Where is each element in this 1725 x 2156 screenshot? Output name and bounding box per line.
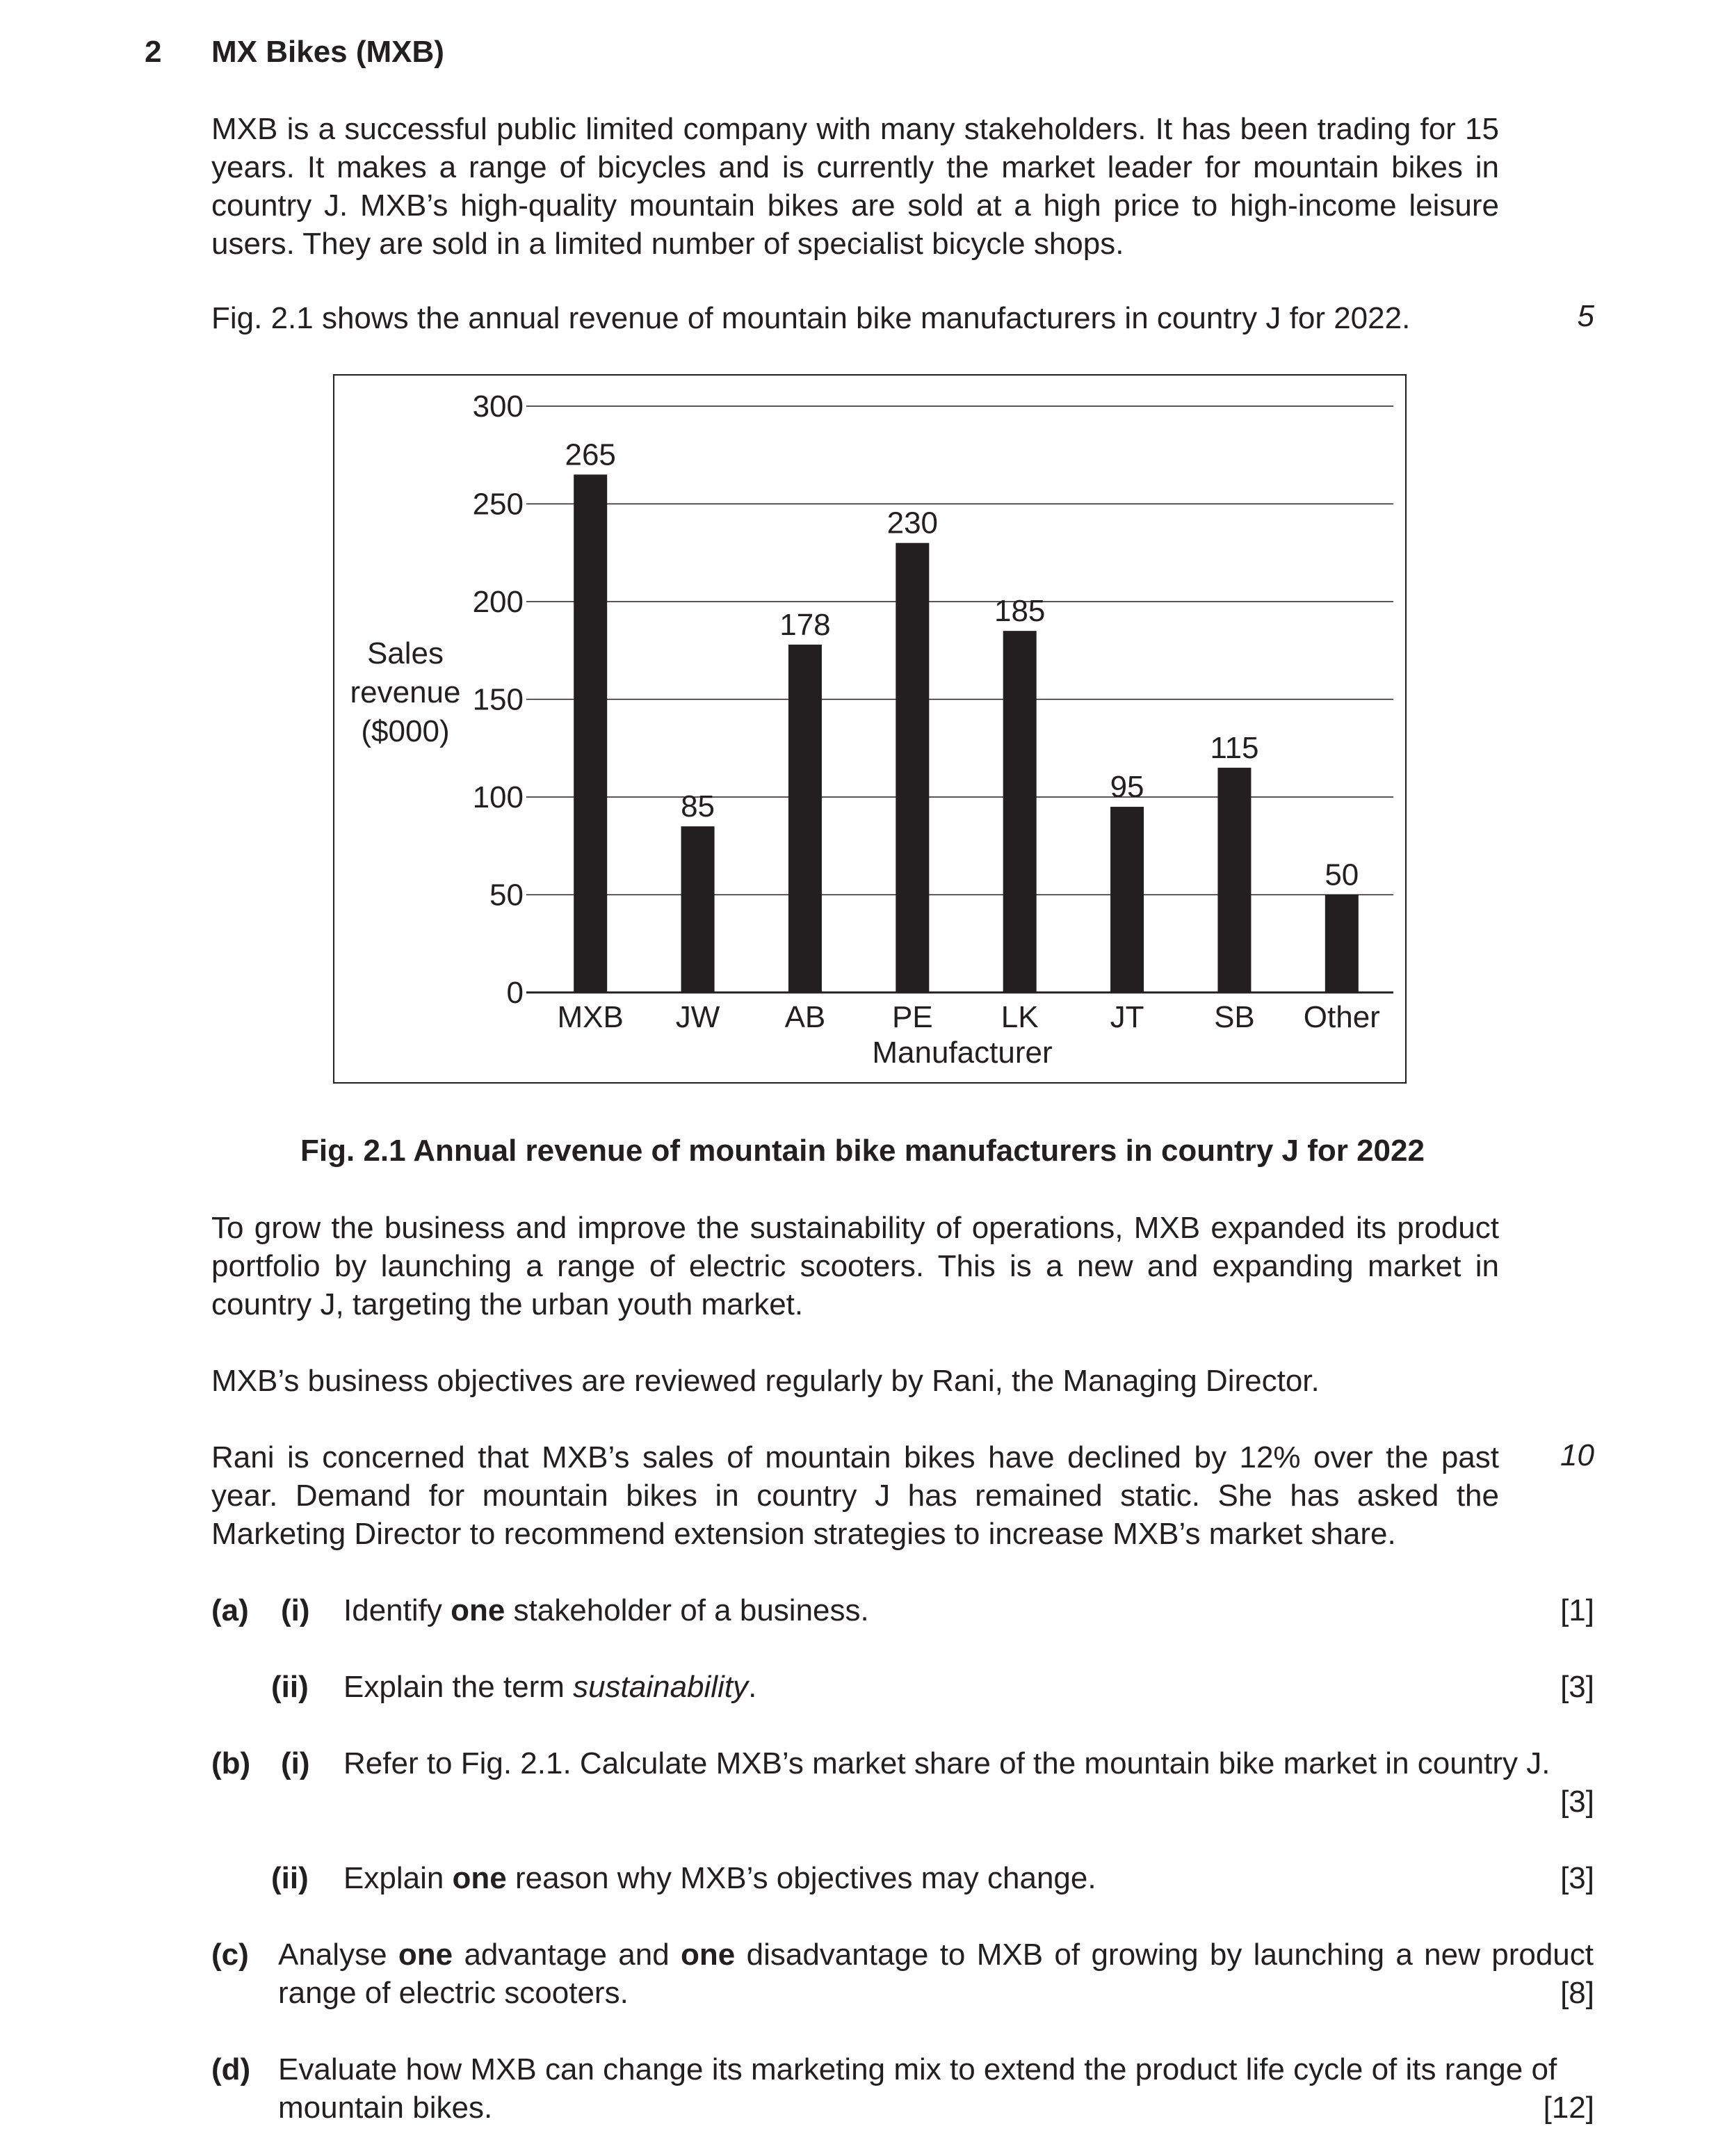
- part-b-label: (b): [211, 1746, 251, 1780]
- bar-ab: [788, 645, 822, 992]
- x-tick-label: Other: [1303, 1000, 1380, 1034]
- part-a-label: (a): [211, 1593, 249, 1627]
- data-label: 95: [1110, 770, 1144, 805]
- y-axis-label: [350, 636, 460, 748]
- y-tick-label: 300: [472, 389, 524, 424]
- figure-reference: Fig. 2.1 shows the annual revenue of mountain bike manufacturers in country J for 2022.: [211, 301, 1411, 335]
- part-b-ii-text: Explain one reason why MXB’s objectives may change.: [343, 1861, 1096, 1895]
- y-tick-label: 200: [472, 585, 524, 619]
- data-label: 230: [886, 506, 939, 540]
- body-paragraph-concern: Rani is concerned that MXB’s sales of mountain bikes have declined by 12% over the past year. Demand for mountain bikes in country J has remained static. She has asked the Marketing Director to recommend extension strategies to increase MXB’s market share.: [211, 1440, 1499, 1551]
- x-tick-label: SB: [1214, 1000, 1255, 1034]
- data-label: 178: [779, 607, 831, 642]
- data-label: 50: [1325, 858, 1359, 892]
- question-number: 2: [145, 35, 162, 69]
- y-axis-label-line-3: ($000): [361, 714, 450, 748]
- data-label: 265: [565, 437, 616, 472]
- y-tick-label: 250: [472, 487, 524, 522]
- part-a-i-text: Identify one stakeholder of a business.: [343, 1593, 869, 1627]
- part-a-ii-label: (ii): [271, 1670, 309, 1704]
- data-label: 185: [994, 594, 1046, 629]
- bar-other: [1325, 895, 1359, 993]
- part-b-ii-mark: [3]: [1560, 1861, 1594, 1895]
- y-axis-label-line-2: revenue: [350, 675, 461, 709]
- intro-paragraph: MXB is a successful public limited company with many stakeholders. It has been trading for 15 years. It makes a range of bicycles and is currently the market leader for mountain bikes in country J. MXB’s high-quality mountain bikes are sold at a high price to high-income leisure users. They are sold in a limited number of specialist bicycle shops.: [211, 112, 1499, 261]
- question-title: MX Bikes (MXB): [211, 35, 444, 69]
- part-a-i-label: (i): [281, 1593, 310, 1627]
- line-number-5: 5: [1577, 299, 1594, 333]
- bar-mxb: [574, 474, 607, 992]
- part-d-mark: [12]: [1543, 2091, 1594, 2125]
- part-c-label: (c): [211, 1938, 249, 1972]
- x-tick-label: JW: [675, 1000, 720, 1034]
- part-d-label: (d): [211, 2052, 251, 2086]
- part-a-ii-mark: [3]: [1560, 1670, 1594, 1704]
- y-axis-label-line-1: Sales: [366, 636, 444, 670]
- y-tick-label: 50: [489, 878, 524, 912]
- y-tick-label: 150: [472, 682, 524, 717]
- part-b-ii-label: (ii): [271, 1861, 309, 1895]
- bar-jw: [681, 826, 715, 992]
- bar-chart: [333, 374, 1407, 1084]
- bar-sb: [1217, 768, 1251, 992]
- x-tick-label: MXB: [557, 1000, 624, 1034]
- bar-lk: [1003, 631, 1037, 992]
- part-b-i-label: (i): [281, 1746, 310, 1780]
- part-a-i-mark: [1]: [1560, 1593, 1594, 1627]
- x-tick-label: PE: [891, 1000, 933, 1034]
- part-c-mark: [8]: [1560, 1976, 1594, 2010]
- part-b-i-text: Refer to Fig. 2.1. Calculate MXB’s market share of the mountain bike market in country J.: [343, 1746, 1550, 1780]
- part-d-text: Evaluate how MXB can change its marketing mix to extend the product life cycle of its range of mountain bikes.: [278, 2052, 1557, 2125]
- data-label: 115: [1210, 730, 1259, 765]
- figure-caption: Fig. 2.1 Annual revenue of mountain bike manufacturers in country J for 2022: [300, 1134, 1425, 1168]
- y-tick-label: 100: [472, 780, 524, 814]
- x-axis-label: Manufacturer: [872, 1036, 1053, 1070]
- line-number-10: 10: [1560, 1438, 1594, 1472]
- bar-pe: [896, 543, 929, 992]
- part-b-i-mark: [3]: [1560, 1785, 1594, 1819]
- x-tick-label: LK: [1001, 1000, 1039, 1034]
- y-tick-label: 0: [506, 976, 524, 1010]
- body-paragraph-growth: To grow the business and improve the sustainability of operations, MXB expanded its product portfolio by launching a range of electric scooters. This is a new and expanding market in country J, targeting the urban youth market.: [211, 1211, 1499, 1321]
- x-tick-label: AB: [784, 1000, 826, 1034]
- bar-jt: [1110, 807, 1144, 992]
- x-tick-label: JT: [1110, 1000, 1144, 1034]
- data-label: 85: [681, 789, 715, 824]
- body-paragraph-objectives: MXB’s business objectives are reviewed regularly by Rani, the Managing Director.: [211, 1364, 1320, 1398]
- part-c-text: Analyse one advantage and one disadvantage to MXB of growing by launching a new product range of electric scooters.: [278, 1938, 1594, 2010]
- part-a-ii-text: Explain the term sustainability.: [343, 1670, 757, 1704]
